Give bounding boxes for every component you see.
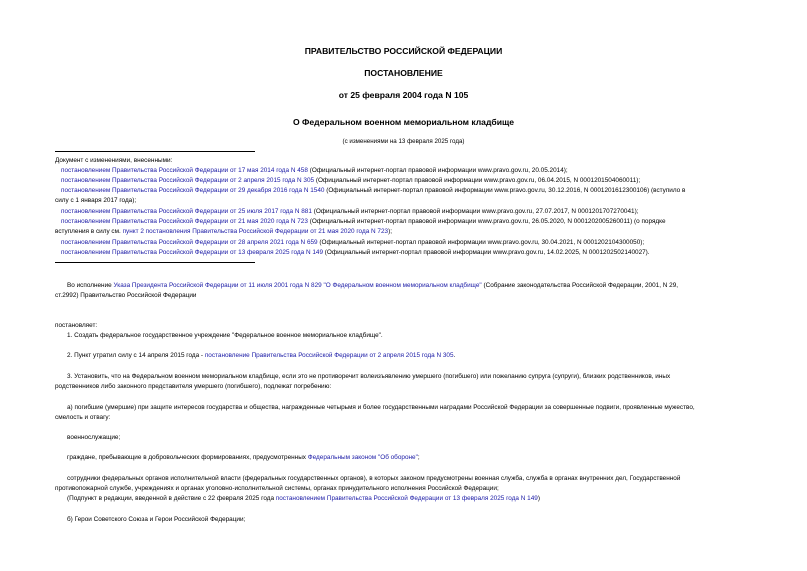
change-item <box>55 239 758 247</box>
changes-bottom-rule <box>55 262 255 263</box>
repeal-link[interactable]: постановление Правительства Российской Федерации от 2 апреля 2015 года N 305 <box>204 352 454 359</box>
paragraph-1: 1. Создать федеральное государственное учреждение "Федеральное военное мемориальное кладбище". <box>67 332 383 339</box>
change-continuation-link[interactable]: пункт 2 постановления Правительства Российской Федерации от 21 мая 2020 года N 723 <box>122 228 389 235</box>
subparagraph-b: б) Герои Советского Союза и Герои Российской Федерации; <box>67 516 246 523</box>
change-details: (Официальный интернет-портал правовой информации www.pravo.gov.ru, 30.12.2016, N 0001201612300106) (вступило в <box>324 187 686 194</box>
government-heading: ПРАВИТЕЛЬСТВО РОССИЙСКОЙ ФЕДЕРАЦИИ <box>304 46 503 56</box>
edition-note: (Подпункт в редакции, введенной в действие с 22 февраля 2025 года постановлением Правительства Российской Федерации от 13 февраля 2025 года N 149) <box>67 495 540 502</box>
change-item <box>55 177 758 185</box>
change-details: (Официальный интернет-портал правовой информации www.pravo.gov.ru, 26.05.2020, N 0001202005260011) (о порядке <box>307 218 666 225</box>
volunteers-item: граждане, пребывающие в добровольческих формированиях, предусмотренных Федеральным законом "Об обороне"; <box>67 454 420 461</box>
preamble-line-2: ст.2992) Правительство Российской Федерации <box>55 292 197 299</box>
defense-law-link[interactable]: Федеральным законом "Об обороне" <box>307 454 418 461</box>
doc-type-heading: ПОСТАНОВЛЕНИЕ <box>364 68 443 78</box>
change-link[interactable]: постановлением Правительства Российской Федерации от 21 мая 2020 года N 723 <box>61 218 308 225</box>
paragraph-3: 3. Установить, что на Федеральном военном мемориальном кладбище, если это не противоречит волеизъявлению умершего (погибшего) или пожеланию супруга (супруги), близких родственников, иных <box>67 373 671 380</box>
change-item-continuation: силу с 1 января 2017 года); <box>55 197 137 204</box>
paragraph-2: 2. Пункт утратил силу с 14 апреля 2015 года - постановление Правительства Российской Федерации от 2 апреля 2015 года N 305. <box>67 352 456 359</box>
paragraph-3-cont: родственников либо законного представителя умершего (погибшего), подлежат погребению: <box>55 383 332 390</box>
changes-intro: Документ с изменениями, внесенными: <box>55 157 173 164</box>
change-link[interactable]: постановлением Правительства Российской Федерации от 25 июля 2017 года N 881 <box>61 208 312 215</box>
military-item: военнослужащие; <box>67 434 121 441</box>
document-title: О Федеральном военном мемориальном кладбище <box>292 117 515 127</box>
revision-note: (с изменениями на 13 февраля 2025 года) <box>342 138 465 145</box>
subparagraph-a: а) погибшие (умершие) при защите интересов государства и общества, награжденные четырьмя и более государственными наградами Российской Федерации за совершенные подвиги, проявленные мужество, <box>67 404 695 411</box>
change-item <box>55 218 758 226</box>
change-details: (Официальный интернет-портал правовой информации www.pravo.gov.ru, 20.05.2014); <box>307 167 568 174</box>
change-item <box>55 208 758 216</box>
edition-note-link[interactable]: постановлением Правительства Российской Федерации от 13 февраля 2025 года N 149 <box>275 495 538 502</box>
change-details: (Официальный интернет-портал правовой информации www.pravo.gov.ru, 27.07.2017, N 0001201707270041); <box>311 208 639 215</box>
changes-top-rule <box>55 151 255 152</box>
change-item <box>55 187 758 195</box>
change-details: (Официальный интернет-портал правовой информации www.pravo.gov.ru, 14.02.2025, N 0001202502140027). <box>323 249 650 256</box>
change-item <box>55 249 758 257</box>
change-link[interactable]: постановлением Правительства Российской Федерации от 29 декабря 2016 года N 1540 <box>61 187 325 194</box>
change-item <box>55 167 758 175</box>
change-details: (Официальный интернет-портал правовой информации www.pravo.gov.ru, 06.04.2015, N 0001201504060011); <box>314 177 641 184</box>
employees-item-cont: противопожарной службе, учреждениях и органах уголовно-исполнительной системы, органах принудительного исполнения Российской Федерации; <box>55 485 499 492</box>
resolves-label: постановляет: <box>55 322 98 329</box>
change-link[interactable]: постановлением Правительства Российской Федерации от 28 апреля 2021 года N 659 <box>61 239 318 246</box>
presidential-decree-link[interactable]: Указа Президента Российской Федерации от 11 июля 2001 года N 829 "О Федеральном военном мемориальном кладбище" <box>113 282 482 289</box>
change-details: (Официальный интернет-портал правовой информации www.pravo.gov.ru, 30.04.2021, N 0001202104300050); <box>317 239 645 246</box>
date-number-heading: от 25 февраля 2004 года N 105 <box>338 90 469 100</box>
change-link[interactable]: постановлением Правительства Российской Федерации от 13 февраля 2025 года N 149 <box>61 249 324 256</box>
change-item-continuation: вступления в силу см. пункт 2 постановления Правительства Российской Федерации от 21 мая 2020 года N 723); <box>55 228 392 235</box>
change-link[interactable]: постановлением Правительства Российской Федерации от 17 мая 2014 года N 458 <box>61 167 308 174</box>
employees-item: сотрудники федеральных органов исполнительной власти (федеральных государственных органов), в которых законом предусмотрены военная служба, служба в органах внутренних дел, Государственной <box>67 475 681 482</box>
preamble-line: Во исполнение Указа Президента Российской Федерации от 11 июля 2001 года N 829 "О Федеральном военном мемориальном кладбище" (Собрание законодательства Российской Федерации, 2001, N 29, <box>67 282 679 289</box>
change-link[interactable]: постановлением Правительства Российской Федерации от 2 апреля 2015 года N 305 <box>61 177 315 184</box>
subparagraph-a-cont: смелость и отвагу: <box>55 414 111 421</box>
